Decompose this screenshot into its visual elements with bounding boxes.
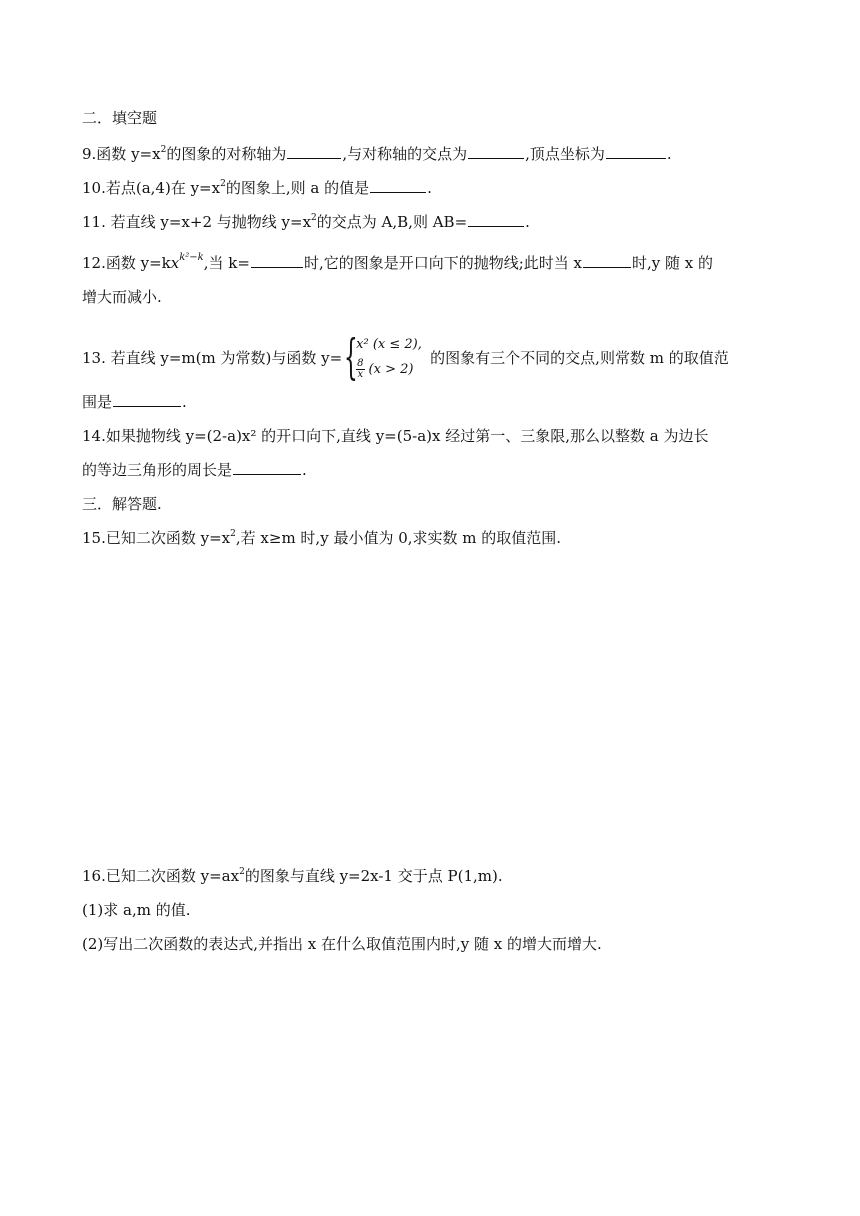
question-10	[82, 178, 782, 198]
question-14-cont	[82, 460, 782, 480]
q14-blank[interactable]	[233, 460, 301, 475]
brace-icon: {	[344, 329, 358, 385]
question-16	[82, 866, 782, 886]
q13-blank[interactable]	[113, 392, 181, 407]
q12-blank-1[interactable]	[251, 253, 303, 268]
q12-base: x	[170, 254, 180, 272]
question-16-part-1: (1)求 a,m 的值.	[82, 901, 191, 919]
q11-text-a: 11. 若直线 y=x+2 与抛物线 y=x	[82, 213, 312, 231]
q10-text-b: 的图象上,则 a 的值是	[225, 179, 370, 197]
q12-text-c: 时,它的图象是开口向下的抛物线;此时当 x	[303, 254, 583, 272]
q15-sup: 2	[230, 529, 236, 539]
q12-text-a: 12.函数 y=k	[82, 254, 171, 272]
question-12	[82, 253, 782, 273]
q9-text-e: .	[666, 145, 672, 163]
q12-text-b: ,当 k=	[203, 254, 250, 272]
fraction	[356, 359, 364, 380]
q15-text-a: 15.已知二次函数 y=x	[82, 529, 231, 547]
q12-text-d: 时,y 随 x 的	[632, 254, 714, 272]
question-14: 14.如果抛物线 y=(2-a)x² 的开口向下,直线 y=(5-a)x 经过第一、三象限,那么以整数 a 为边长	[82, 427, 709, 445]
q10-text-c: .	[427, 179, 432, 197]
question-9	[82, 144, 782, 164]
question-13	[82, 329, 782, 385]
piecewise-function	[344, 329, 428, 385]
q9-blank-2[interactable]	[468, 144, 524, 159]
question-15	[82, 528, 782, 548]
q9-text-b: 的图象的对称轴为	[166, 145, 287, 163]
question-11	[82, 212, 782, 232]
fraction-numerator: 8	[357, 358, 364, 369]
q13-line2-end: .	[182, 393, 187, 411]
q10-text-a: 10.若点(a,4)在 y=x	[82, 179, 221, 197]
q16-text-b: 的图象与直线 y=2x-1 交于点 P(1,m).	[244, 867, 503, 885]
fraction-denominator: x	[357, 369, 364, 380]
q13-line2: 围是	[82, 393, 113, 411]
q11-sup: 2	[311, 213, 317, 223]
section-heading-solve: 三．解答题.	[82, 495, 162, 513]
q10-blank[interactable]	[370, 178, 426, 193]
q13-text-a: 13. 若直线 y=m(m 为常数)与函数 y=	[82, 349, 343, 367]
q11-text-b: 的交点为 A,B,则 AB=	[316, 213, 468, 231]
q15-text-b: ,若 x≥m 时,y 最小值为 0,求实数 m 的取值范围.	[235, 529, 562, 547]
q14-line2: 的等边三角形的周长是	[82, 461, 233, 479]
q9-text-d: ,顶点坐标为	[525, 145, 605, 163]
q10-sup: 2	[220, 179, 226, 189]
q9-sup: 2	[160, 145, 167, 155]
q16-text-a: 16.已知二次函数 y=ax	[82, 867, 240, 885]
q12-exp: k²−k	[179, 252, 204, 263]
piece-case-2	[356, 359, 413, 380]
q9-blank-3[interactable]	[606, 144, 666, 159]
question-13-cont	[82, 392, 782, 412]
q16-sup: 2	[239, 867, 245, 877]
piece-case-1: x² (x ≤ 2),	[356, 337, 422, 352]
section-heading-fill-in: 二．填空题	[82, 109, 158, 127]
q11-blank[interactable]	[468, 212, 524, 227]
question-12-cont: 增大而减小.	[82, 288, 162, 306]
q13-text-b: 的图象有三个不同的交点,则常数 m 的取值范	[430, 349, 729, 367]
q14-line2-end: .	[302, 461, 307, 479]
q12-blank-2[interactable]	[583, 253, 631, 268]
piece-case-2-condition: (x > 2)	[368, 362, 414, 377]
question-16-part-2: (2)写出二次函数的表达式,并指出 x 在什么取值范围内时,y 随 x 的增大而增大.	[82, 935, 602, 953]
q9-text-a: 9.函数 y=x	[82, 145, 161, 163]
q11-text-c: .	[525, 213, 530, 231]
q9-text-c: ,与对称轴的交点为	[342, 145, 468, 163]
q9-blank-1[interactable]	[287, 144, 341, 159]
